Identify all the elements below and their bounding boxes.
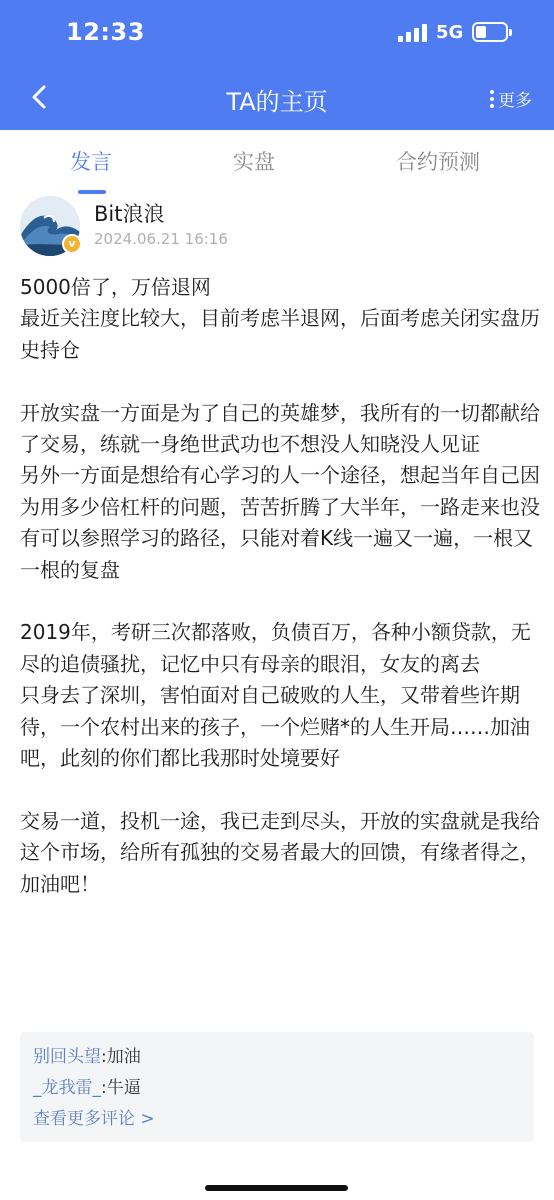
more-button[interactable] — [490, 86, 532, 111]
comment-text: 牛逼 — [106, 1078, 141, 1098]
tab-contract-forecast[interactable]: 合约预测 — [396, 150, 480, 174]
battery-icon — [472, 22, 508, 42]
paragraph-gap — [20, 774, 540, 805]
comment-user[interactable]: _龙我雷_ — [33, 1078, 101, 1098]
home-indicator[interactable] — [205, 1185, 348, 1191]
paragraph-gap — [20, 586, 540, 617]
post-body — [20, 272, 540, 900]
tab-live-trading[interactable]: 实盘 — [233, 150, 275, 174]
post-date: 2024.06.21 16:16 — [94, 230, 228, 248]
post-paragraph: 2019年，考研三次都落败，负债百万，各种小额贷款，无尽的追债骚扰，记忆中只有母亲的眼泪，女友的离去 — [20, 620, 531, 676]
status-bar — [0, 0, 554, 66]
status-time: 12:33 — [66, 18, 145, 46]
network-type: 5G — [436, 22, 464, 43]
author-header — [20, 196, 540, 260]
comment-separator: : — [101, 1078, 107, 1098]
tab-bar — [0, 130, 554, 196]
more-dots-icon — [490, 90, 494, 108]
post-paragraph: 交易一道，投机一途，我已走到尽头，开放的实盘就是我给这个市场，给所有孤独的交易者最大的回馈，有缘者得之，加油吧！ — [20, 808, 540, 896]
paragraph-gap — [20, 366, 540, 397]
post-paragraph: 只身去了深圳，害怕面对自己破败的人生，又带着些许期待，一个农村出来的孩子，一个烂赌*的人生开局……加油吧，此刻的你们都比我那时处境要好 — [20, 683, 530, 771]
post-paragraph: 开放实盘一方面是为了自己的英雄梦，我所有的一切都献给了交易，练就一身绝世武功也不想没人知晓没人见证 — [20, 400, 540, 457]
header — [0, 0, 554, 130]
post-paragraph: 另外一方面是想给有心学习的人一个途径，想起当年自己因为用多少倍杠杆的问题，苦苦折腾了大半年，一路走来也没有可以参照学习的路径，只能对着K线一遍又一遍，一根又一根的复盘 — [20, 463, 540, 582]
verified-badge-icon: v — [62, 234, 82, 254]
view-more-comments-link[interactable]: 查看更多评论 > — [33, 1109, 155, 1129]
comment-item[interactable] — [33, 1073, 521, 1104]
comment-text: 加油 — [106, 1047, 141, 1067]
author-name[interactable]: Bit浪浪 — [94, 202, 165, 226]
comment-user[interactable]: 别回头望 — [33, 1047, 101, 1067]
comment-separator: : — [101, 1047, 107, 1067]
comment-item[interactable] — [33, 1042, 521, 1073]
page-title: TA的主页 — [226, 88, 328, 116]
signal-icon — [398, 24, 428, 42]
tab-posts[interactable]: 发言 — [70, 150, 112, 174]
tab-active-indicator — [78, 190, 106, 194]
post-paragraph: 5000倍了，万倍退网 — [20, 275, 211, 299]
comments-preview — [20, 1032, 534, 1142]
nav-bar — [0, 66, 554, 130]
post-paragraph: 最近关注度比较大，目前考虑半退网，后面考虑关闭实盘历史持仓 — [20, 306, 540, 362]
more-label: 更多 — [498, 91, 532, 111]
